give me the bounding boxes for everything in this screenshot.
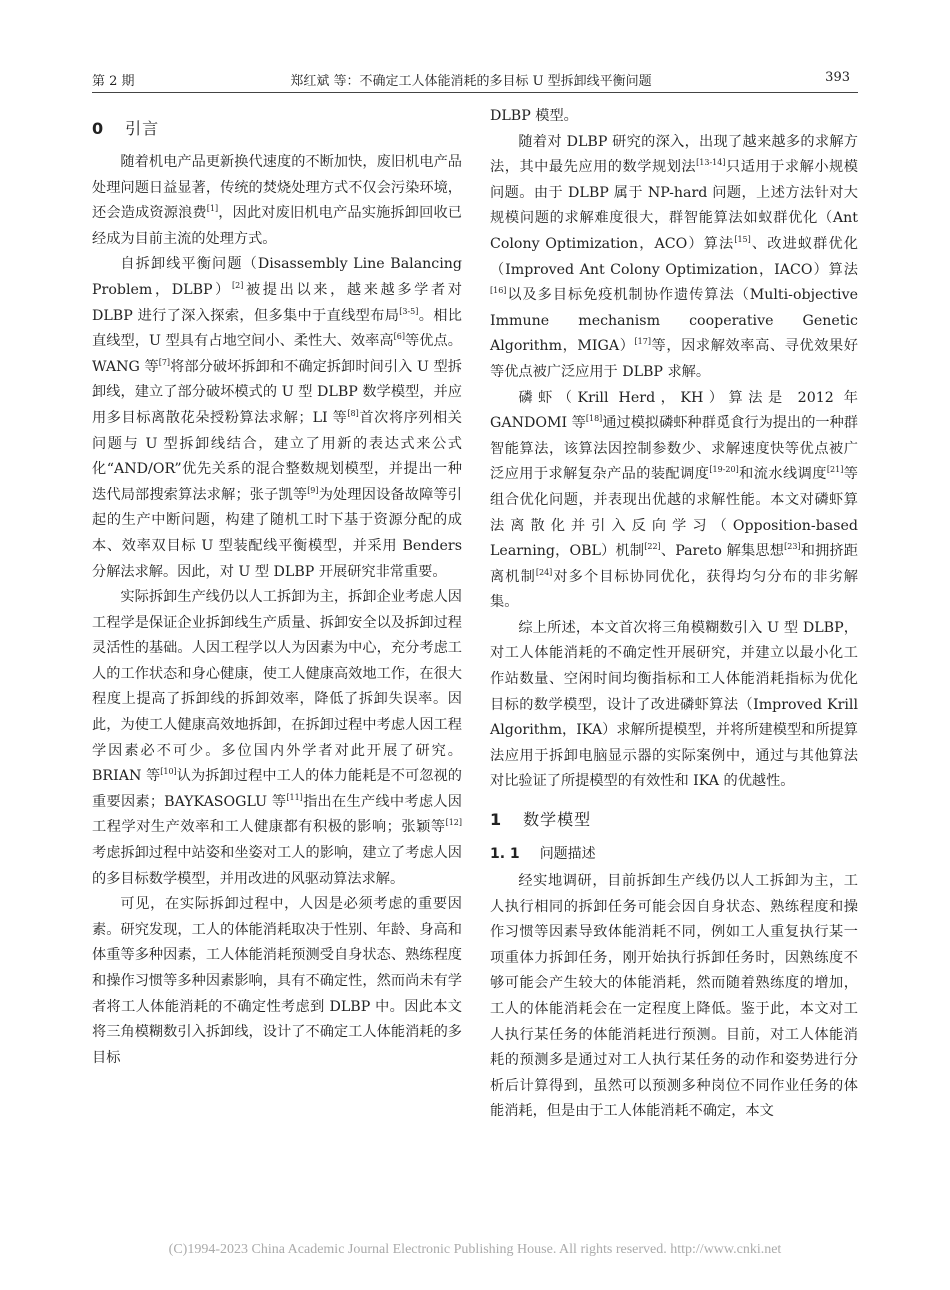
paragraph: 综上所述，本文首次将三角模糊数引入 U 型 DLBP，对工人体能消耗的不确定性开展研究，并建立以最小化工作站数量、空闲时间均衡指标和工人体能消耗指标为优化目标的数学模型，设计了改进磷虾算法（Improved Krill Algorithm，IKA）求解所提模型，并将所建模型和所提算法应用于拆卸电脑显示器的实际案例中，通过与其他算法对比验证了所提模型的有效性和 IKA 的优越性。 bbox=[490, 619, 858, 790]
citation: [7] bbox=[158, 357, 171, 367]
citation: [18] bbox=[585, 414, 603, 424]
paragraph: 可见，在实际拆卸过程中，人因是必须考虑的重要因素。研究发现，工人的体能消耗取决于性别、年龄、身高和体重等多种因素，工人体能消耗预测受自身状态、熟练程度和操作习惯等多种因素影响，具有不确定性，然而尚未有学者将工人体能消耗的不确定性考虑到 DLBP 中。因此本文将三角模糊数引入拆卸线，设计了不确定工人体能消耗的多目标 bbox=[92, 896, 462, 1066]
paragraph: 经实地调研，目前拆卸生产线仍以人工拆卸为主，工人执行相同的拆卸任务可能会因自身状态、熟练程度和操作习惯等因素导致体能消耗不同，例如工人重复执行某一项重体力拆卸任务，刚开始执行拆卸任务时，因熟练度不够可能会产生较大的体能消耗，然而随着熟练度的增加，工人的体能消耗会在一定程度上降低。鉴于此，本文对工人执行某任务的体能消耗进行预测。目前，对工人体能消耗的预测多是通过对工人执行某任务的动作和姿势进行分析后计算得到，虽然可以预测多种岗位不同作业任务的体能消耗，但是由于工人体能消耗不确定，本文 bbox=[490, 873, 858, 1120]
citation: [22] bbox=[644, 542, 661, 552]
header-rule bbox=[92, 92, 858, 93]
citation: [19-20] bbox=[709, 465, 739, 475]
citation: [23] bbox=[784, 542, 801, 552]
citation: [1] bbox=[206, 204, 219, 214]
paragraph: 自拆卸线平衡问题（Disassembly Line Balancing Problem，DLBP）[2]被提出以来，越来越多学者对 DLBP 进行了深入探索，但多集中于直线型布局[3-5]。相比直线型，U 型具有占地空间小、柔性大、效率高[6]等优点。WANG 等[7]将部分破坏拆卸和不确定拆卸时间引入 U 型拆卸线，建立了部分破坏模式的 U 型 DLBP 数学模型，并应用多目标离散花朵授粉算法求解；LI 等[8]首次将序列相关问题与 U 型拆卸线结合，建立了用新的表达式来公式化“AND/OR”优先关系的混合整数规划模型，并提出一种迭代局部搜索算法求解；张子凯等[9]为处理因设备故障等引起的生产中断问题，构建了随机工时下基于资源分配的成本、效率双目标 U 型装配线平衡模型，并采用 Benders 分解法求解。因此，对 U 型 DLBP 开展研究非常重要。 bbox=[92, 256, 462, 580]
subsection-heading: 1. 1 问题描述 bbox=[490, 846, 596, 863]
citation: [10] bbox=[160, 767, 177, 777]
citation: [2] bbox=[232, 280, 244, 290]
citation: [21] bbox=[826, 465, 844, 475]
left-column bbox=[92, 104, 462, 1071]
issue-number: 第 2 期 bbox=[92, 74, 135, 89]
section-heading-intro: 0 引言 bbox=[92, 119, 160, 138]
citation: [11] bbox=[286, 792, 303, 802]
section-heading-model: 1 数学模型 bbox=[490, 810, 592, 830]
citation: [13-14] bbox=[696, 158, 726, 168]
citation: [3-5] bbox=[399, 306, 419, 316]
copyright-footer: (C)1994-2023 China Academic Journal Electronic Publishing House. All rights reserved. http://www.cnki.net bbox=[168, 1242, 782, 1257]
citation: [12] bbox=[445, 818, 462, 828]
citation: [16] bbox=[490, 286, 507, 296]
paragraph: 随着机电产品更新换代速度的不断加快，废旧机电产品处理问题日益显著，传统的焚烧处理方式不仅会污染环境，还会造成资源浪费[1]，因此对废旧机电产品实施拆卸回收已经成为目前主流的处理方式。 bbox=[92, 154, 462, 247]
citation: [17] bbox=[634, 337, 651, 347]
right-column bbox=[490, 104, 858, 1125]
citation: [6] bbox=[393, 332, 405, 342]
paragraph: 随着对 DLBP 研究的深入，出现了越来越多的求解方法，其中最先应用的数学规划法[13-14]只适用于求解小规模问题。由于 DLBP 属于 NP-hard 问题，上述方法针对大规模问题的求解难度很大，群智能算法如蚁群优化（Ant Colony Optimization，ACO）算法[15]、改进蚁群优化（Improved Ant Colony Optimization，IACO）算法[16]以及多目标免疫机制协作遗传算法（Multi-objective Immune mechanism cooperative Genetic Algorithm，MIGA）[17]等，因求解效率高、寻优效果好等优点被广泛应用于 DLBP 求解。 bbox=[490, 133, 858, 380]
citation: [15] bbox=[734, 234, 751, 244]
citation: [8] bbox=[347, 408, 359, 418]
paragraph: 磷虾（Krill Herd，KH）算法是 2012 年 GANDOMI 等[18]通过模拟磷虾种群觅食行为提出的一种群智能算法，该算法因控制参数少、求解速度快等优点被广泛应用于求解复杂产品的装配调度[19-20]和流水线调度[21]等组合优化问题，并表现出优越的求解性能。本文对磷虾算法离散化并引入反向学习（Opposition-based Learning，OBL）机制[22]、Pareto 解集思想[23]和拥挤距离机制[24]对多个目标协同优化，获得均匀分布的非劣解集。 bbox=[490, 389, 858, 611]
running-header bbox=[92, 70, 850, 92]
paragraph: 实际拆卸生产线仍以人工拆卸为主，拆卸企业考虑人因工程学是保证企业拆卸线生产质量、拆卸安全以及拆卸过程灵活性的基础。人因工程学以人为因素为中心，充分考虑工人的工作状态和身心健康，使工人健康高效地工作，在很大程度上提高了拆卸线的拆卸效率，降低了拆卸失误率。因此，为使工人健康高效地拆卸，在拆卸过程中考虑人因工程学因素必不可少。多位国内外学者对此开展了研究。BRIAN 等[10]认为拆卸过程中工人的体力能耗是不可忽视的重要因素；BAYKASOGLU 等[11]指出在生产线中考虑人因工程学对生产效率和工人健康都有积极的影响；张颖等[12]考虑拆卸过程中站姿和坐姿对工人的影响，建立了考虑人因的多目标数学模型，并用改进的风驱动算法求解。 bbox=[92, 589, 462, 887]
paragraph-continued: DLBP 模型。 bbox=[490, 108, 578, 124]
citation: [24] bbox=[535, 567, 553, 577]
citation: [9] bbox=[307, 485, 319, 495]
running-title: 郑红斌 等：不确定工人体能消耗的多目标 U 型拆卸线平衡问题 bbox=[290, 74, 652, 89]
page-number: 393 bbox=[825, 70, 850, 85]
